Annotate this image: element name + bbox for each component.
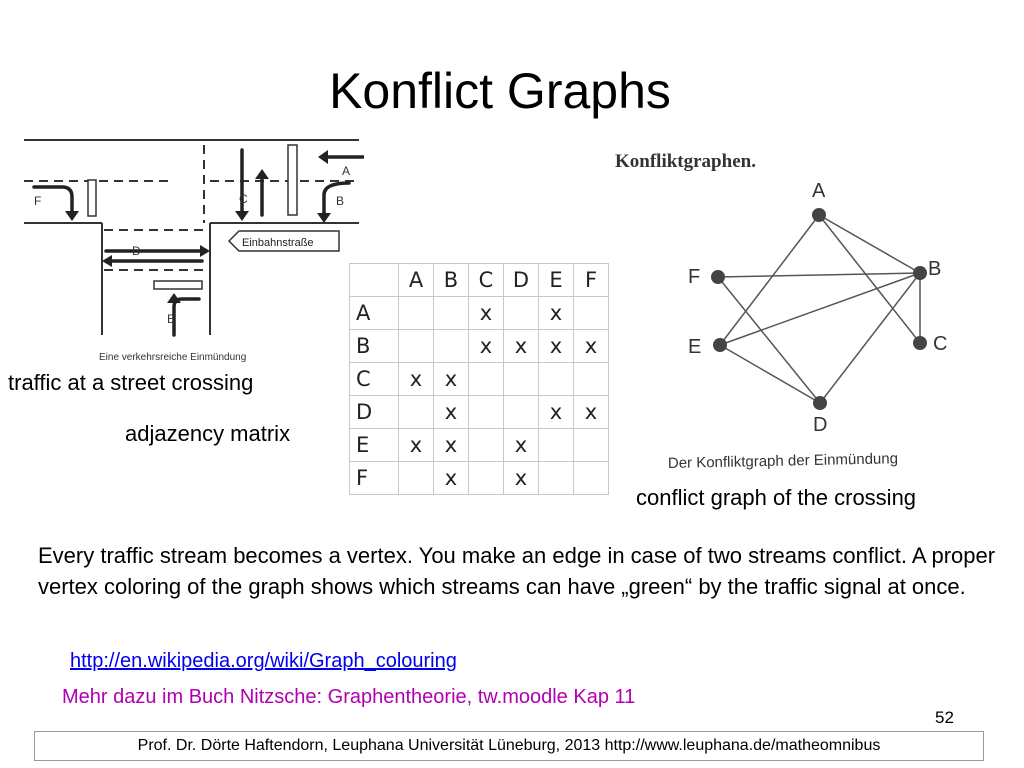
graph-label-d: D xyxy=(813,414,828,436)
matrix-col-header: C xyxy=(469,264,504,297)
matrix-cell xyxy=(399,330,434,363)
matrix-cell xyxy=(504,297,539,330)
matrix-cell xyxy=(469,363,504,396)
matrix-cell xyxy=(399,396,434,429)
graph-edge-e-d xyxy=(720,345,820,403)
street-caption: traffic at a street crossing xyxy=(8,370,254,395)
matrix-cell xyxy=(399,462,434,495)
matrix-row-header: A xyxy=(350,297,399,330)
matrix-row-header: F xyxy=(350,462,399,495)
matrix-row xyxy=(350,330,609,363)
matrix-cell: x xyxy=(434,429,469,462)
graph-edge-b-f xyxy=(718,273,920,277)
footer: Prof. Dr. Dörte Haftendorn, Leuphana Universität Lüneburg, 2013 http://www.leuphana.de/matheomnibus xyxy=(34,731,984,761)
graph-edge-b-d xyxy=(820,273,920,403)
street-label-a: A xyxy=(342,164,351,178)
graph-caption: conflict graph of the crossing xyxy=(636,485,917,510)
matrix-col-header: F xyxy=(574,264,609,297)
matrix-row xyxy=(350,396,609,429)
adjacency-matrix xyxy=(349,263,609,495)
matrix-header-row xyxy=(350,264,609,297)
matrix-row-header: D xyxy=(350,396,399,429)
matrix-cell: x xyxy=(504,429,539,462)
slide-title: Konflict Graphs xyxy=(329,63,671,119)
graph-label-c: C xyxy=(933,333,948,355)
street-label-e: E xyxy=(167,312,176,326)
graph-scan-caption: Der Konfliktgraph der Einmündung xyxy=(667,450,899,472)
matrix-cell: x xyxy=(399,429,434,462)
matrix-cell: x xyxy=(434,363,469,396)
matrix-row xyxy=(350,297,609,330)
matrix-cell: x xyxy=(504,330,539,363)
street-crossing-sketch xyxy=(24,135,364,367)
street-label-d: D xyxy=(132,244,141,258)
one-way-label: Einbahnstraße xyxy=(242,237,314,249)
matrix-row xyxy=(350,462,609,495)
matrix-cell: x xyxy=(469,330,504,363)
graph-vertex-a xyxy=(812,208,826,222)
matrix-cell xyxy=(469,429,504,462)
graph-scan-heading: Konfliktgraphen. xyxy=(615,151,756,172)
wikipedia-link[interactable]: http://en.wikipedia.org/wiki/Graph_colouring xyxy=(70,650,457,672)
matrix-cell xyxy=(539,462,574,495)
street-scan-caption: Eine verkehrsreiche Einmündung xyxy=(99,352,247,363)
matrix-col-header: B xyxy=(434,264,469,297)
matrix-col-header: E xyxy=(539,264,574,297)
matrix-cell xyxy=(539,363,574,396)
matrix-cell: x xyxy=(574,330,609,363)
matrix-cell: x xyxy=(469,297,504,330)
matrix-cell: x xyxy=(539,330,574,363)
graph-vertex-b xyxy=(913,266,927,280)
matrix-cell xyxy=(469,462,504,495)
matrix-cell xyxy=(434,330,469,363)
matrix-row xyxy=(350,363,609,396)
matrix-cell: x xyxy=(434,462,469,495)
matrix-cell xyxy=(399,297,434,330)
graph-vertex-c xyxy=(913,336,927,350)
graph-vertex-e xyxy=(713,338,727,352)
graph-vertex-d xyxy=(813,396,827,410)
graph-edge-a-e xyxy=(720,215,819,345)
matrix-cell xyxy=(539,429,574,462)
street-label-f: F xyxy=(34,194,42,208)
street-label-b: B xyxy=(336,194,345,208)
matrix-cell xyxy=(469,396,504,429)
matrix-row xyxy=(350,429,609,462)
matrix-row-header: B xyxy=(350,330,399,363)
matrix-col-header: D xyxy=(504,264,539,297)
matrix-caption: adjazency matrix xyxy=(125,421,291,446)
book-reference: Mehr dazu im Buch Nitzsche: Graphentheorie, tw.moodle Kap 11 xyxy=(62,686,636,708)
explanation-paragraph: Every traffic stream becomes a vertex. You make an edge in case of two streams conflict. A proper vertex coloring of the graph shows which streams can have „green“ by the traffic signal at once. xyxy=(38,543,996,599)
matrix-row-header: E xyxy=(350,429,399,462)
matrix-cell xyxy=(434,297,469,330)
matrix-cell: x xyxy=(504,462,539,495)
matrix-row-header: C xyxy=(350,363,399,396)
street-label-c: C xyxy=(239,192,248,206)
graph-label-e: E xyxy=(688,336,702,358)
matrix-cell xyxy=(504,363,539,396)
matrix-cell: x xyxy=(574,396,609,429)
graph-label-f: F xyxy=(688,266,701,288)
page-number: 52 xyxy=(935,708,954,727)
graph-vertex-f xyxy=(711,270,725,284)
graph-edge-a-b xyxy=(819,215,920,273)
matrix-cell: x xyxy=(434,396,469,429)
graph-edge-b-e xyxy=(720,273,920,345)
matrix-cell: x xyxy=(539,396,574,429)
graph-label-a: A xyxy=(812,180,826,202)
matrix-corner-cell xyxy=(350,264,399,297)
conflict-graph-sketch xyxy=(600,125,1000,475)
graph-label-b: B xyxy=(928,258,942,280)
matrix-cell: x xyxy=(539,297,574,330)
matrix-cell xyxy=(504,396,539,429)
matrix-col-header: A xyxy=(399,264,434,297)
matrix-cell: x xyxy=(399,363,434,396)
